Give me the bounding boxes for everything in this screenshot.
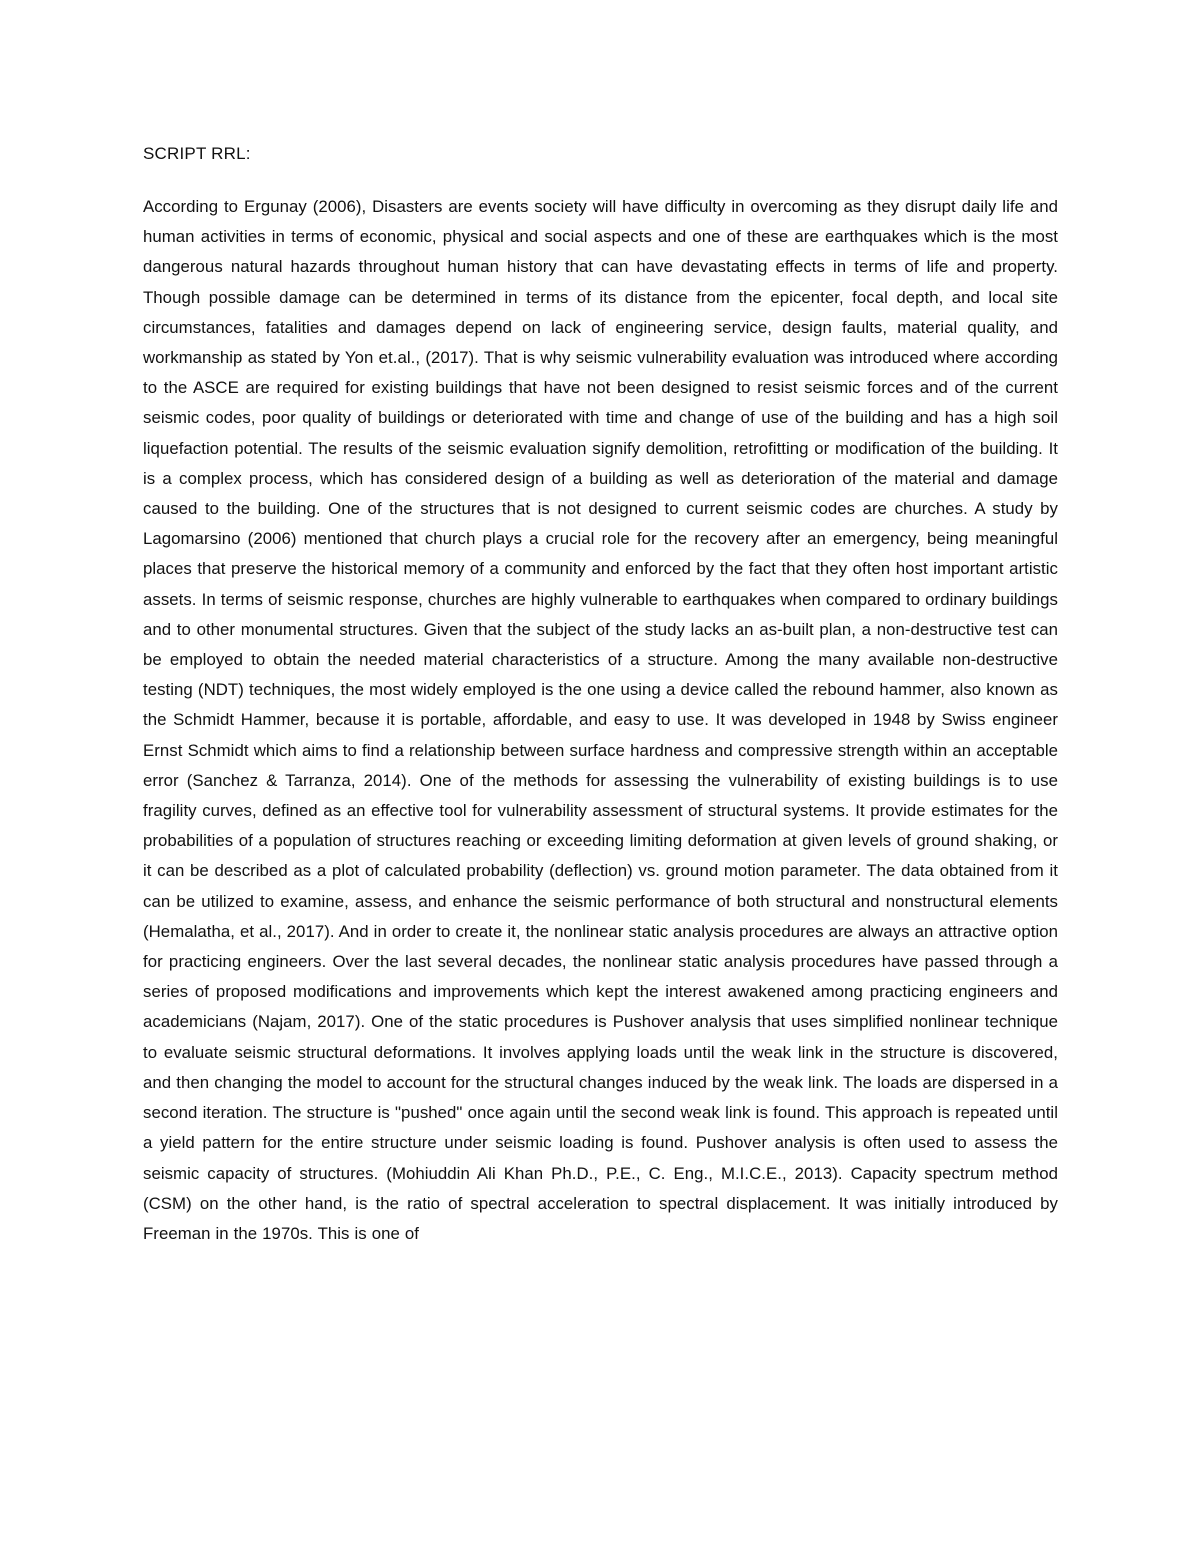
document-heading: SCRIPT RRL: xyxy=(143,144,251,163)
body-paragraph: According to Ergunay (2006), Disasters are events society will have difficulty in overcoming as they disrupt daily life and human activities in terms of economic, physical and social aspects and one of these are earthquakes which is the most dangerous natural hazards throughout human history that can have devastating effects in terms of life and property. Though possible damage can be determined in terms of its distance from the epicenter, focal depth, and local site circumstances, fatalities and damages depend on lack of engineering service, design faults, material quality, and workmanship as stated by Yon et.al., (2017). That is why seismic vulnerability evaluation was introduced where according to the ASCE are required for existing buildings that have not been designed to resist seismic forces and of the current seismic codes, poor quality of buildings or deteriorated with time and change of use of the building and has a high soil liquefaction potential. The results of the seismic evaluation signify demolition, retrofitting or modification of the building. It is a complex process, which has considered design of a building as well as deterioration of the material and damage caused to the building. One of the structures that is not designed to current seismic codes are churches. A study by Lagomarsino (2006) mentioned that church plays a crucial role for the recovery after an emergency, being meaningful places that preserve the historical memory of a community and enforced by the fact that they often host important artistic assets. In terms of seismic response, churches are highly vulnerable to earthquakes when compared to ordinary buildings and to other monumental structures. Given that the subject of the study lacks an as-built plan, a non-destructive test can be employed to obtain the needed material characteristics of a structure. Among the many available non-destructive testing (NDT) techniques, the most widely employed is the one using a device called the rebound hammer, also known as the Schmidt Hammer, because it is portable, affordable, and easy to use. It was developed in 1948 by Swiss engineer Ernst Schmidt which aims to find a relationship between surface hardness and compressive strength within an acceptable error (Sanchez & Tarranza, 2014). One of the methods for assessing the vulnerability of existing buildings is to use fragility curves, defined as an effective tool for vulnerability assessment of structural systems. It provide estimates for the probabilities of a population of structures reaching or exceeding limiting deformation at given levels of ground shaking, or it can be described as a plot of calculated probability (deflection) vs. ground motion parameter. The data obtained from it can be utilized to examine, assess, and enhance the seismic performance of both structural and nonstructural elements (Hemalatha, et al., 2017). And in order to create it, the nonlinear static analysis procedures are always an attractive option for practicing engineers. Over the last several decades, the nonlinear static analysis procedures have passed through a series of proposed modifications and improvements which kept the interest awakened among practicing engineers and academicians (Najam, 2017). One of the static procedures is Pushover analysis that uses simplified nonlinear technique to evaluate seismic structural deformations. It involves applying loads until the weak link in the structure is discovered, and then changing the model to account for the structural changes induced by the weak link. The loads are dispersed in a second iteration. The structure is "pushed" once again until the second weak link is found. This approach is repeated until a yield pattern for the entire structure under seismic loading is found. Pushover analysis is often used to assess the seismic capacity of structures. (Mohiuddin Ali Khan Ph.D., P.E., C. Eng., M.I.C.E., 2013). Capacity spectrum method (CSM) on the other hand, is the ratio of spectral acceleration to spectral displacement. It was initially introduced by Freeman in the 1970s. This is one of xyxy=(143,197,1058,1243)
